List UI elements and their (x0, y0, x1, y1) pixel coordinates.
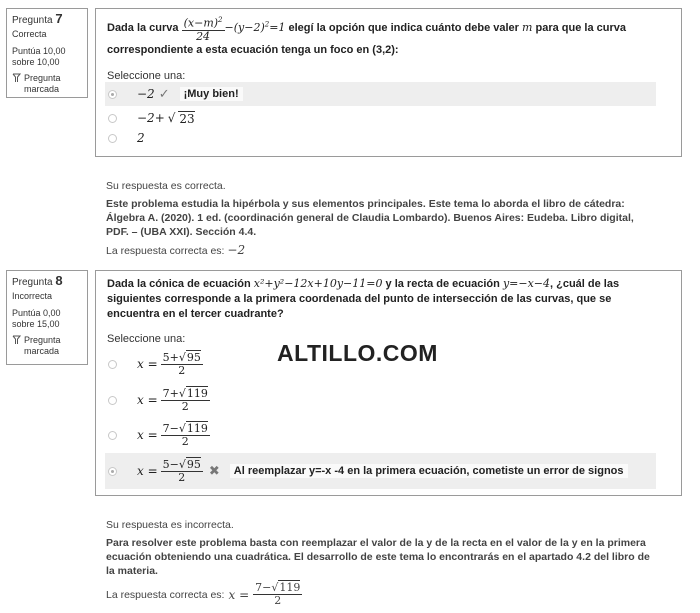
select-label: Seleccione una: (107, 333, 186, 345)
correct-answer-radicand: 119 (279, 581, 301, 594)
radio-button[interactable] (108, 134, 117, 143)
option-feedback: ¡Muy bien! (180, 87, 243, 101)
exponent: 2 (218, 16, 223, 24)
question-points: Puntúa 0,00 sobre 15,00 (12, 308, 61, 329)
correct-answer-denominator: 2 (274, 594, 282, 607)
question-text (107, 276, 662, 322)
correct-answer-value: −2 (227, 243, 246, 257)
question-text-part: elegí la opción que indica cuánto debe valer (288, 22, 519, 35)
option-radicand: 95 (186, 350, 201, 364)
question-7-feedback (106, 179, 636, 258)
feedback-body: Para resolver este problema basta con reemplazar el valor de la y de la recta en el valor de la y en la primera ecuación obteniendo una cuadrática. El desarrollo de este tema lo encontrarás en el apartado 4.2 del libro de la materia. (106, 537, 650, 577)
correct-answer-label: La respuesta correcta es: (106, 588, 225, 601)
question-label: Pregunta (12, 15, 53, 26)
option-numerator: 5+ (162, 350, 179, 364)
question-text (107, 14, 672, 58)
cross-icon: ✖ (208, 463, 220, 478)
question-status: Correcta (12, 29, 47, 39)
question-status: Incorrecta (12, 291, 53, 301)
feedback-title: Su respuesta es incorrecta. (106, 519, 234, 531)
option-numerator: 5− (162, 457, 179, 471)
correct-answer-numerator: 7− (255, 581, 272, 594)
question-text-part: y la recta de ecuación (385, 278, 500, 290)
radio-button[interactable] (108, 114, 117, 123)
answer-option-2[interactable]: −2+ √ 23 (105, 106, 656, 130)
question-points: Puntúa 10,00 sobre 10,00 (12, 46, 66, 67)
question-7-content (95, 8, 682, 157)
radio-button[interactable] (108, 431, 117, 440)
question-text-part: Dada la cónica de ecuación (107, 278, 251, 290)
question-number: 7 (55, 11, 63, 26)
question-label: Pregunta (12, 277, 53, 288)
radio-button-selected[interactable] (108, 467, 117, 476)
fraction-numerator: (x−m) (183, 16, 219, 30)
flag-icon (12, 335, 21, 357)
equation: y=−x−4 (502, 277, 551, 290)
select-label: Seleccione una: (107, 70, 186, 82)
flag-question-toggle[interactable] (12, 73, 82, 95)
feedback-title: Su respuesta es correcta. (106, 180, 226, 192)
answer-option-1[interactable] (105, 82, 656, 106)
option-radicand: 119 (186, 386, 208, 400)
correct-answer-variable: x = (228, 587, 250, 602)
answer-option-1[interactable]: x = $\frac{5+√95}{2}$ (105, 347, 656, 381)
answer-option-2[interactable]: x = $\frac{7+√119}{2}$ (105, 383, 656, 417)
correct-answer-label: La respuesta correcta es: (106, 245, 225, 257)
option-variable: x = (137, 393, 158, 407)
variable: m (522, 21, 533, 35)
question-text-part: para que la curva correspondiente a esta ecuación tenga un foco en (3,2): (107, 22, 627, 56)
question-8-info (6, 270, 88, 365)
question-7-info (6, 8, 88, 98)
question-number: 8 (55, 273, 63, 288)
radio-button-selected[interactable] (108, 90, 117, 99)
correct-answer (106, 582, 651, 607)
option-value-radicand: 23 (179, 111, 195, 126)
answer-option-4[interactable]: x = $\frac{5-√95}{2}$ ✖ Al reemplazar y=-x -4 en la primera ecuación, cometiste un error de signos (105, 453, 656, 489)
option-variable: x = (137, 464, 158, 478)
exponent: 2 (264, 20, 270, 29)
option-value: −2 (137, 87, 155, 101)
question-8-feedback (106, 518, 651, 607)
question-8-content (95, 270, 682, 496)
option-variable: x = (137, 428, 158, 442)
question-text-part: Dada la curva (107, 22, 179, 35)
fraction (182, 14, 225, 43)
equation: x²+y²−12x+10y−11=0 (253, 277, 383, 290)
option-denominator: 2 (181, 399, 189, 413)
option-denominator: 2 (181, 434, 189, 448)
correct-answer-value: $\frac{7-√119}{2}$ (255, 581, 301, 607)
flag-label: Pregunta marcada (24, 73, 61, 94)
watermark: ALTILLO.COM (277, 340, 438, 366)
radio-button[interactable] (108, 396, 117, 405)
expression-equals: =1 (269, 21, 286, 35)
correct-answer (106, 243, 636, 258)
answer-option-3[interactable] (105, 126, 656, 150)
flag-label: Pregunta marcada (24, 335, 61, 356)
option-value: 2 (137, 131, 145, 145)
option-denominator: 2 (178, 363, 186, 377)
answer-option-3[interactable]: x = $\frac{7-√119}{2}$ (105, 418, 656, 452)
expression: −(y−2) (224, 21, 265, 35)
option-variable: x = (137, 357, 158, 371)
option-feedback: Al reemplazar y=-x -4 en la primera ecuación, cometiste un error de signos (230, 464, 628, 478)
option-denominator: 2 (178, 470, 186, 484)
radio-button[interactable] (108, 360, 117, 369)
option-radicand: 119 (186, 421, 208, 435)
option-numerator: 7+ (162, 386, 179, 400)
flag-icon (12, 73, 21, 95)
feedback-body: Este problema estudia la hipérbola y sus elementos principales. Este tema lo aborda el libro de cátedra: Álgebra A. (2020). 1 ed. (coordinación general de Claudia Lombardo). Buenos Aires: Eudeba. Libro digital, PDF. – (UBA XXI). Sección 4.4. (106, 198, 634, 238)
fraction-denominator: 24 (196, 29, 211, 43)
option-radicand: 95 (186, 457, 201, 471)
option-value: −2+ (137, 111, 165, 125)
flag-question-toggle[interactable] (12, 335, 82, 357)
check-icon: ✓ (158, 86, 170, 101)
question-text-part: , ¿cuál de las siguientes corresponde a la primera coordenada del punto de intersección de las curvas, que se encuentra en el tercer cuadrante? (107, 278, 620, 320)
option-numerator: 7− (162, 421, 179, 435)
